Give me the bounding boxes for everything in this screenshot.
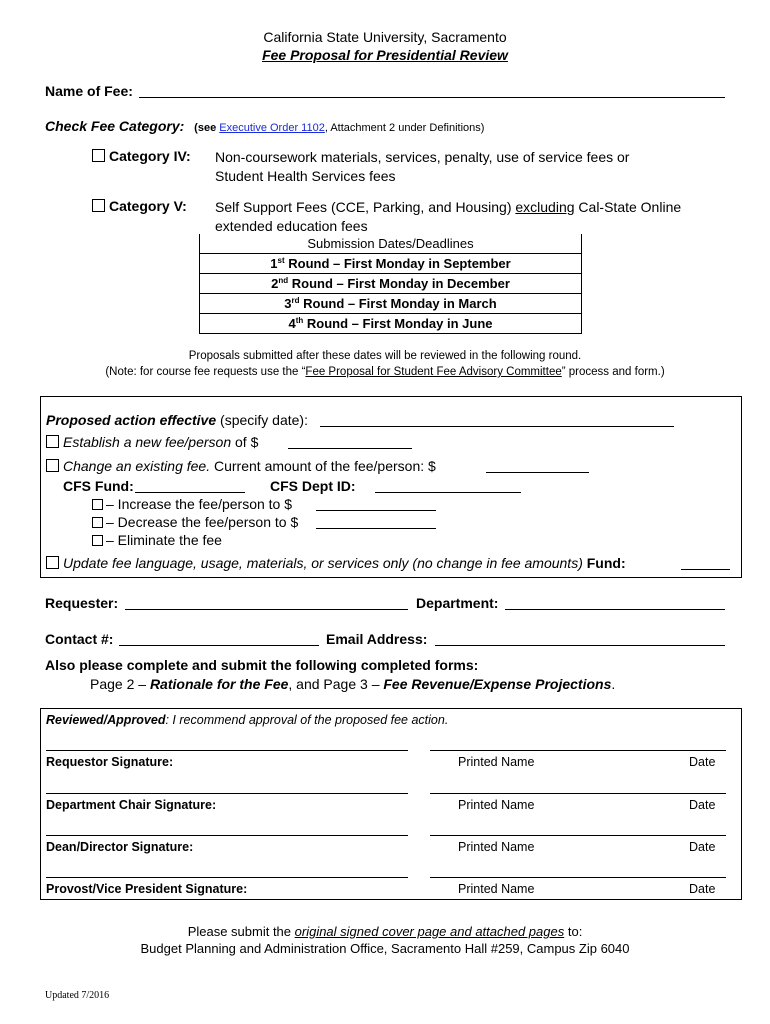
increase-fee-option[interactable]: – Increase the fee/person to $ (92, 496, 292, 512)
decrease-fee-amount-field[interactable] (316, 528, 436, 529)
review-statement: Reviewed/Approved: I recommend approval of the proposed fee action. (46, 713, 449, 727)
category-iv-checkbox[interactable] (92, 149, 105, 162)
contact-field[interactable] (119, 645, 319, 646)
date-label: Date (689, 755, 716, 769)
change-fee-option[interactable]: Change an existing fee. Current amount of the fee/person: $ (46, 458, 436, 474)
category-v-label: Category V: (109, 198, 187, 214)
deadline-row: 1st Round – First Monday in September (200, 254, 582, 274)
chair-printed-line[interactable] (430, 793, 726, 794)
cfs-fund-field[interactable] (135, 492, 245, 493)
signature-label: Provost/Vice President Signature: (46, 882, 248, 896)
cfs-fund-label: CFS Fund: (63, 478, 134, 494)
requestor-signature-line[interactable] (46, 750, 408, 751)
deadline-row: 4th Round – First Monday in June (200, 314, 582, 334)
deadlines-header: Submission Dates/Deadlines (200, 234, 582, 254)
check-category-row (45, 118, 484, 134)
decrease-fee-option[interactable]: – Decrease the fee/person to $ (92, 514, 298, 530)
form-title: Fee Proposal for Presidential Review (262, 47, 508, 63)
category-v-option[interactable] (92, 198, 187, 214)
submission-deadlines-table (199, 234, 582, 334)
category-iv-option[interactable] (92, 148, 191, 164)
dean-printed-line[interactable] (430, 835, 726, 836)
course-fee-note: (Note: for course fee requests use the “Fee Proposal for Student Fee Advisory Committee” process and form.) (105, 366, 665, 378)
update-fee-checkbox[interactable] (46, 556, 59, 569)
change-fee-checkbox[interactable] (46, 459, 59, 472)
establish-fee-checkbox[interactable] (46, 435, 59, 448)
department-label: Department: (416, 595, 499, 611)
late-proposals-note: Proposals submitted after these dates will be reviewed in the following round. (188, 350, 582, 362)
university-name: California State University, Sacramento (263, 29, 507, 45)
cfs-dept-field[interactable] (375, 492, 521, 493)
signature-label: Department Chair Signature: (46, 798, 217, 812)
printed-name-label: Printed Name (458, 755, 535, 769)
category-v-checkbox[interactable] (92, 199, 105, 212)
effective-date-field[interactable] (320, 426, 674, 427)
increase-fee-amount-field[interactable] (316, 510, 436, 511)
cfs-dept-label: CFS Dept ID: (270, 478, 356, 494)
establish-fee-amount-field[interactable] (288, 448, 412, 449)
eliminate-fee-option[interactable]: – Eliminate the fee (92, 532, 222, 548)
check-category-note: (see Executive Order 1102, Attachment 2 under Definitions) (194, 122, 485, 134)
printed-name-label: Printed Name (458, 798, 535, 812)
email-field[interactable] (435, 645, 725, 646)
executive-order-link[interactable]: Executive Order 1102 (219, 122, 325, 134)
category-iv-label: Category IV: (109, 148, 191, 164)
update-fund-field[interactable] (681, 569, 730, 570)
department-field[interactable] (505, 609, 725, 610)
also-complete-heading: Also please complete and submit the following completed forms: (45, 657, 479, 673)
updated-date: Updated 7/2016 (45, 990, 110, 1001)
date-label: Date (689, 882, 716, 896)
requester-field[interactable] (125, 609, 408, 610)
email-label: Email Address: (326, 631, 428, 647)
signature-label: Dean/Director Signature: (46, 840, 194, 854)
update-fee-option[interactable]: Update fee language, usage, materials, or services only (no change in fee amounts) Fund: (46, 555, 626, 571)
category-v-description: Self Support Fees (CCE, Parking, and Housing) excluding Cal-State Online extended education fees (215, 199, 682, 234)
name-of-fee-field[interactable] (139, 97, 725, 98)
increase-fee-checkbox[interactable] (92, 499, 103, 510)
date-label: Date (689, 798, 716, 812)
submit-address: Budget Planning and Administration Office, Sacramento Hall #259, Campus Zip 6040 (140, 941, 630, 956)
category-iv-description: Non-coursework materials, services, penalty, use of service fees or Student Health Services fees (215, 149, 630, 184)
submit-instruction: Please submit the original signed cover page and attached pages to: (187, 924, 583, 939)
check-category-label: Check Fee Category: (45, 118, 185, 134)
current-fee-amount-field[interactable] (486, 472, 589, 473)
printed-name-label: Printed Name (458, 882, 535, 896)
name-of-fee-label: Name of Fee: (45, 83, 133, 99)
establish-fee-option[interactable]: Establish a new fee/person of $ (46, 434, 258, 450)
chair-signature-line[interactable] (46, 793, 408, 794)
provost-printed-line[interactable] (430, 877, 726, 878)
requester-label: Requester: (45, 595, 119, 611)
also-complete-pages: Page 2 – Rationale for the Fee, and Page 3 – Fee Revenue/Expense Projections. (90, 676, 616, 692)
dean-signature-line[interactable] (46, 835, 408, 836)
contact-label: Contact #: (45, 631, 114, 647)
effective-date-row: Proposed action effective (specify date): (46, 412, 308, 428)
eliminate-fee-checkbox[interactable] (92, 535, 103, 546)
printed-name-label: Printed Name (458, 840, 535, 854)
date-label: Date (689, 840, 716, 854)
deadline-row: 3rd Round – First Monday in March (200, 294, 582, 314)
provost-signature-line[interactable] (46, 877, 408, 878)
requestor-printed-line[interactable] (430, 750, 726, 751)
deadline-row: 2nd Round – First Monday in December (200, 274, 582, 294)
decrease-fee-checkbox[interactable] (92, 517, 103, 528)
signature-label: Requestor Signature: (46, 755, 174, 769)
